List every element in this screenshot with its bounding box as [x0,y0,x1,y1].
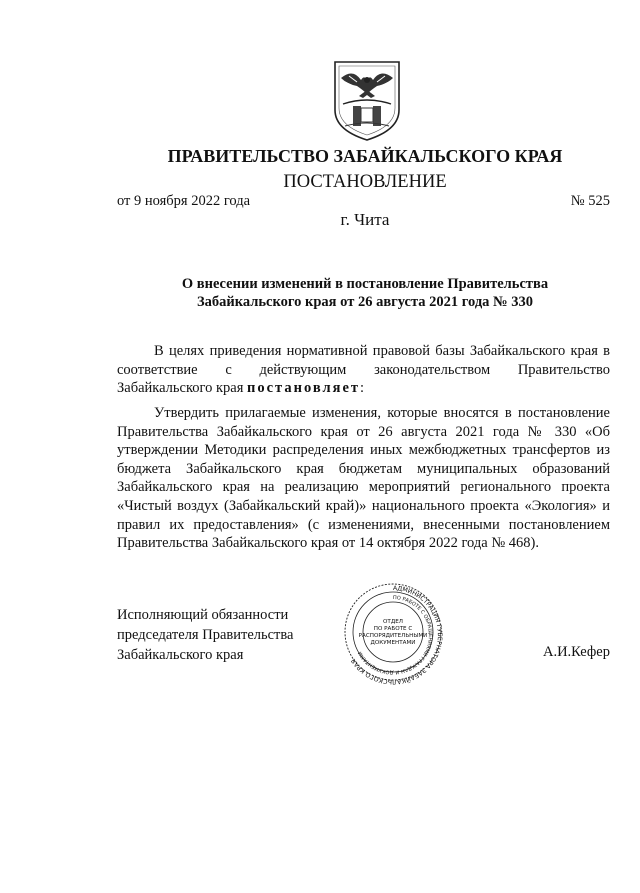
stamp-center-line-2: ПО РАБОТЕ С [373,626,413,632]
document-city: г. Чита [340,210,390,229]
stamp-center-line-4: ДОКУМЕНТАМИ [370,640,416,646]
government-title: ПРАВИТЕЛЬСТВО ЗАБАЙКАЛЬСКОГО КРАЯ [167,146,563,166]
resolution-keyword: постановляет [247,380,361,397]
subject-line-1: О внесении изменений в постановление Правительства [181,276,549,292]
signer-name: А.И.Кефер [542,644,610,660]
official-stamp [343,579,443,689]
coat-of-arms-emblem [331,60,403,142]
subject-line-2: Забайкальского края от 26 августа 2021 года № 330 [196,294,533,310]
stamp-center-line-1: ОТДЕЛ [383,619,403,625]
document-subject [160,275,570,311]
document-type: ПОСТАНОВЛЕНИЕ [283,172,447,192]
stamp-center-line-3: РАСПОРЯДИТЕЛЬНЫМИ [358,633,428,639]
preamble-colon: : [360,380,365,397]
stamp-inner-text: ПО РАБОТЕ С ОБРАЩЕНИЯМИ ГРАЖДАН И ДОКУМЕНТАМИ [357,594,434,676]
preamble-paragraph [117,342,610,398]
resolution-paragraph: Утвердить прилагаемые изменения, которые вносятся в постановление Правительства Забайкальского края от 26 августа 2021 года № 330 «Об утверждении Методики распределения иных межбюджетных трансфертов из бюджета Забайкальского края бюджетам муниципальных образований Забайкальского края на реализацию мероприятий регионального проекта «Чистый воздух (Забайкальский край)» национального проекта «Экология» и правил их предоставления» (с изменениями, внесенными постановлением Правительства Забайкальского края от 14 октября 2022 года № 468). [117,405,610,552]
signer-position-line-2: председателя Правительства [117,627,294,643]
signer-position-line-3: Забайкальского края [117,647,244,663]
signer-position-line-1: Исполняющий обязанности [117,607,289,623]
stamp-outer-text: АДМИНИСТРАЦИЯ ГУБЕРНАТОРА ЗАБАЙКАЛЬСКОГО КРАЯ [350,584,443,686]
signer-position [117,605,293,665]
document-number: № 525 [570,193,610,209]
preamble-text: В целях приведения нормативной правовой базы Забайкальского края в соответствие с действующим законодательством Правительство Забайкальского края [117,343,610,397]
document-date: от 9 ноября 2022 года [117,193,251,209]
